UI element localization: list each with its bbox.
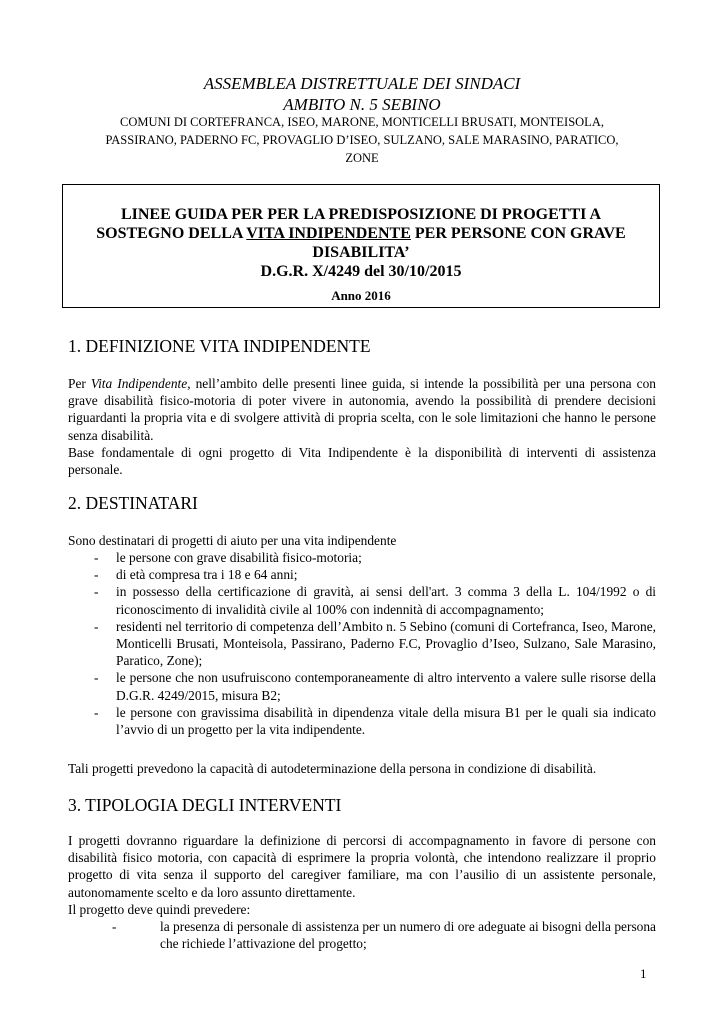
title-line-3: DISABILITA’ bbox=[312, 244, 410, 261]
list-item bbox=[68, 566, 656, 583]
section-1-paragraph-2: Base fondamentale di ogni progetto di Vita Indipendente è la disponibilità di interventi di assistenza personale. bbox=[68, 445, 656, 478]
section-1-heading: 1. DEFINIZIONE VITA INDIPENDENTE bbox=[68, 336, 371, 356]
title-underlined: VITA INDIPENDENTE bbox=[246, 225, 411, 242]
list-item bbox=[68, 549, 656, 566]
s1-p1-pre: Per bbox=[68, 376, 91, 391]
list-item-text: le persone con grave disabilità fisico-motoria; bbox=[116, 550, 362, 565]
year-label: Anno 2016 bbox=[331, 288, 391, 303]
dgr-reference: D.G.R. X/4249 del 30/10/2015 bbox=[260, 263, 462, 280]
section-1-paragraph-1 bbox=[68, 375, 656, 444]
dash-bullet: - bbox=[94, 584, 99, 600]
header-line-1: ASSEMBLEA DISTRETTUALE DEI SINDACI bbox=[203, 74, 521, 93]
list-item bbox=[68, 918, 656, 952]
title-box bbox=[62, 184, 660, 308]
list-item-text: la presenza di personale di assistenza per un numero di ore adeguate ai bisogni della persona che richiede l’attivazione del progetto; bbox=[160, 919, 656, 952]
list-item bbox=[68, 704, 656, 738]
comuni-line-2: PASSIRANO, PADERNO FC, PROVAGLIO D’ISEO, SULZANO, SALE MARASINO, PARATICO, bbox=[105, 133, 619, 147]
section-2-outro: Tali progetti prevedono la capacità di autodeterminazione della persona in condizione di disabilità. bbox=[68, 761, 597, 776]
list-item-text: residenti nel territorio di competenza dell’Ambito n. 5 Sebino (comuni di Cortefranca, Iseo, Marone, Monticelli Brusati, Monteisola, Passirano, Paderno F.C, Provaglio d’Iseo, Sulzano, Sale Marasino, Paratico, Zone); bbox=[116, 618, 656, 669]
list-item-text: di età compresa tra i 18 e 64 anni; bbox=[116, 567, 298, 583]
title-line-2-post: PER PERSONE CON GRAVE bbox=[410, 225, 626, 242]
section-2-list bbox=[68, 549, 656, 738]
s1-p1-italic: Vita Indipendente bbox=[90, 376, 188, 391]
title-line-2 bbox=[75, 224, 647, 243]
comuni-line-1: COMUNI DI CORTEFRANCA, ISEO, MARONE, MONTICELLI BRUSATI, MONTEISOLA, bbox=[120, 115, 604, 129]
header-line-2: AMBITO N. 5 SEBINO bbox=[283, 95, 441, 114]
list-item-text: le persone che non usufruiscono contemporaneamente di altro intervento a valere sulle risorse della D.G.R. 4249/2015, misura B2; bbox=[116, 670, 656, 703]
title-text bbox=[75, 205, 647, 262]
dash-bullet: - bbox=[94, 704, 99, 720]
page-number: 1 bbox=[640, 966, 647, 981]
list-item bbox=[68, 618, 656, 670]
section-3-heading: 3. TIPOLOGIA DEGLI INTERVENTI bbox=[68, 795, 342, 815]
title-line-1: LINEE GUIDA PER PER LA PREDISPOSIZIONE DI PROGETTI A bbox=[120, 206, 602, 223]
section-3-paragraph-1: I progetti dovranno riguardare la definizione di percorsi di accompagnamento in favore di persone con disabilità fisico motoria, con capacità di esprimere la propria volontà, che intendono realizzare il proprio progetto di vita senza il supporto del caregiver familiare, ma con l’ausilio di un assistente personale, autonomamente scelto e da loro assunto direttamente. bbox=[68, 833, 656, 900]
dash-bullet: - bbox=[94, 670, 99, 686]
list-item bbox=[68, 669, 656, 703]
title-line-2-pre: SOSTEGNO DELLA bbox=[96, 225, 247, 242]
section-3-paragraph-2: Il progetto deve quindi prevedere: bbox=[68, 902, 251, 917]
section-2-heading: 2. DESTINATARI bbox=[68, 493, 198, 513]
dash-bullet: - bbox=[94, 618, 99, 634]
list-item bbox=[68, 583, 656, 617]
s1-p1-post: , nell’ambito delle presenti linee guida, si intende la possibilità per una persona con grave disabilità fisico-motoria di poter vivere in autonomia, avendo la possibilità di prendere decisioni riguardanti la propria vita e di svolgere attività di propria scelta, con le sole limitazioni che hanno le persone senza disabilità. bbox=[68, 376, 656, 443]
list-item-text: in possesso della certificazione di gravità, ai sensi dell'art. 3 comma 3 della L. 104/1992 o di riconoscimento di invalidità civile al 100% con indennità di accompagnamento; bbox=[116, 584, 656, 617]
header-title bbox=[62, 73, 662, 115]
dash-bullet: - bbox=[94, 567, 99, 583]
list-item-text: le persone con gravissima disabilità in dipendenza vitale della misura B1 per le quali sia indicato l’avvio di un progetto per la vita indipendente. bbox=[116, 704, 656, 738]
section-3-list bbox=[68, 918, 656, 952]
section-2-intro: Sono destinatari di progetti di aiuto per una vita indipendente bbox=[68, 533, 397, 548]
header-comuni bbox=[62, 113, 662, 167]
dash-bullet: - bbox=[94, 550, 99, 565]
comuni-line-3: ZONE bbox=[345, 151, 379, 165]
dash-bullet: - bbox=[112, 919, 117, 934]
